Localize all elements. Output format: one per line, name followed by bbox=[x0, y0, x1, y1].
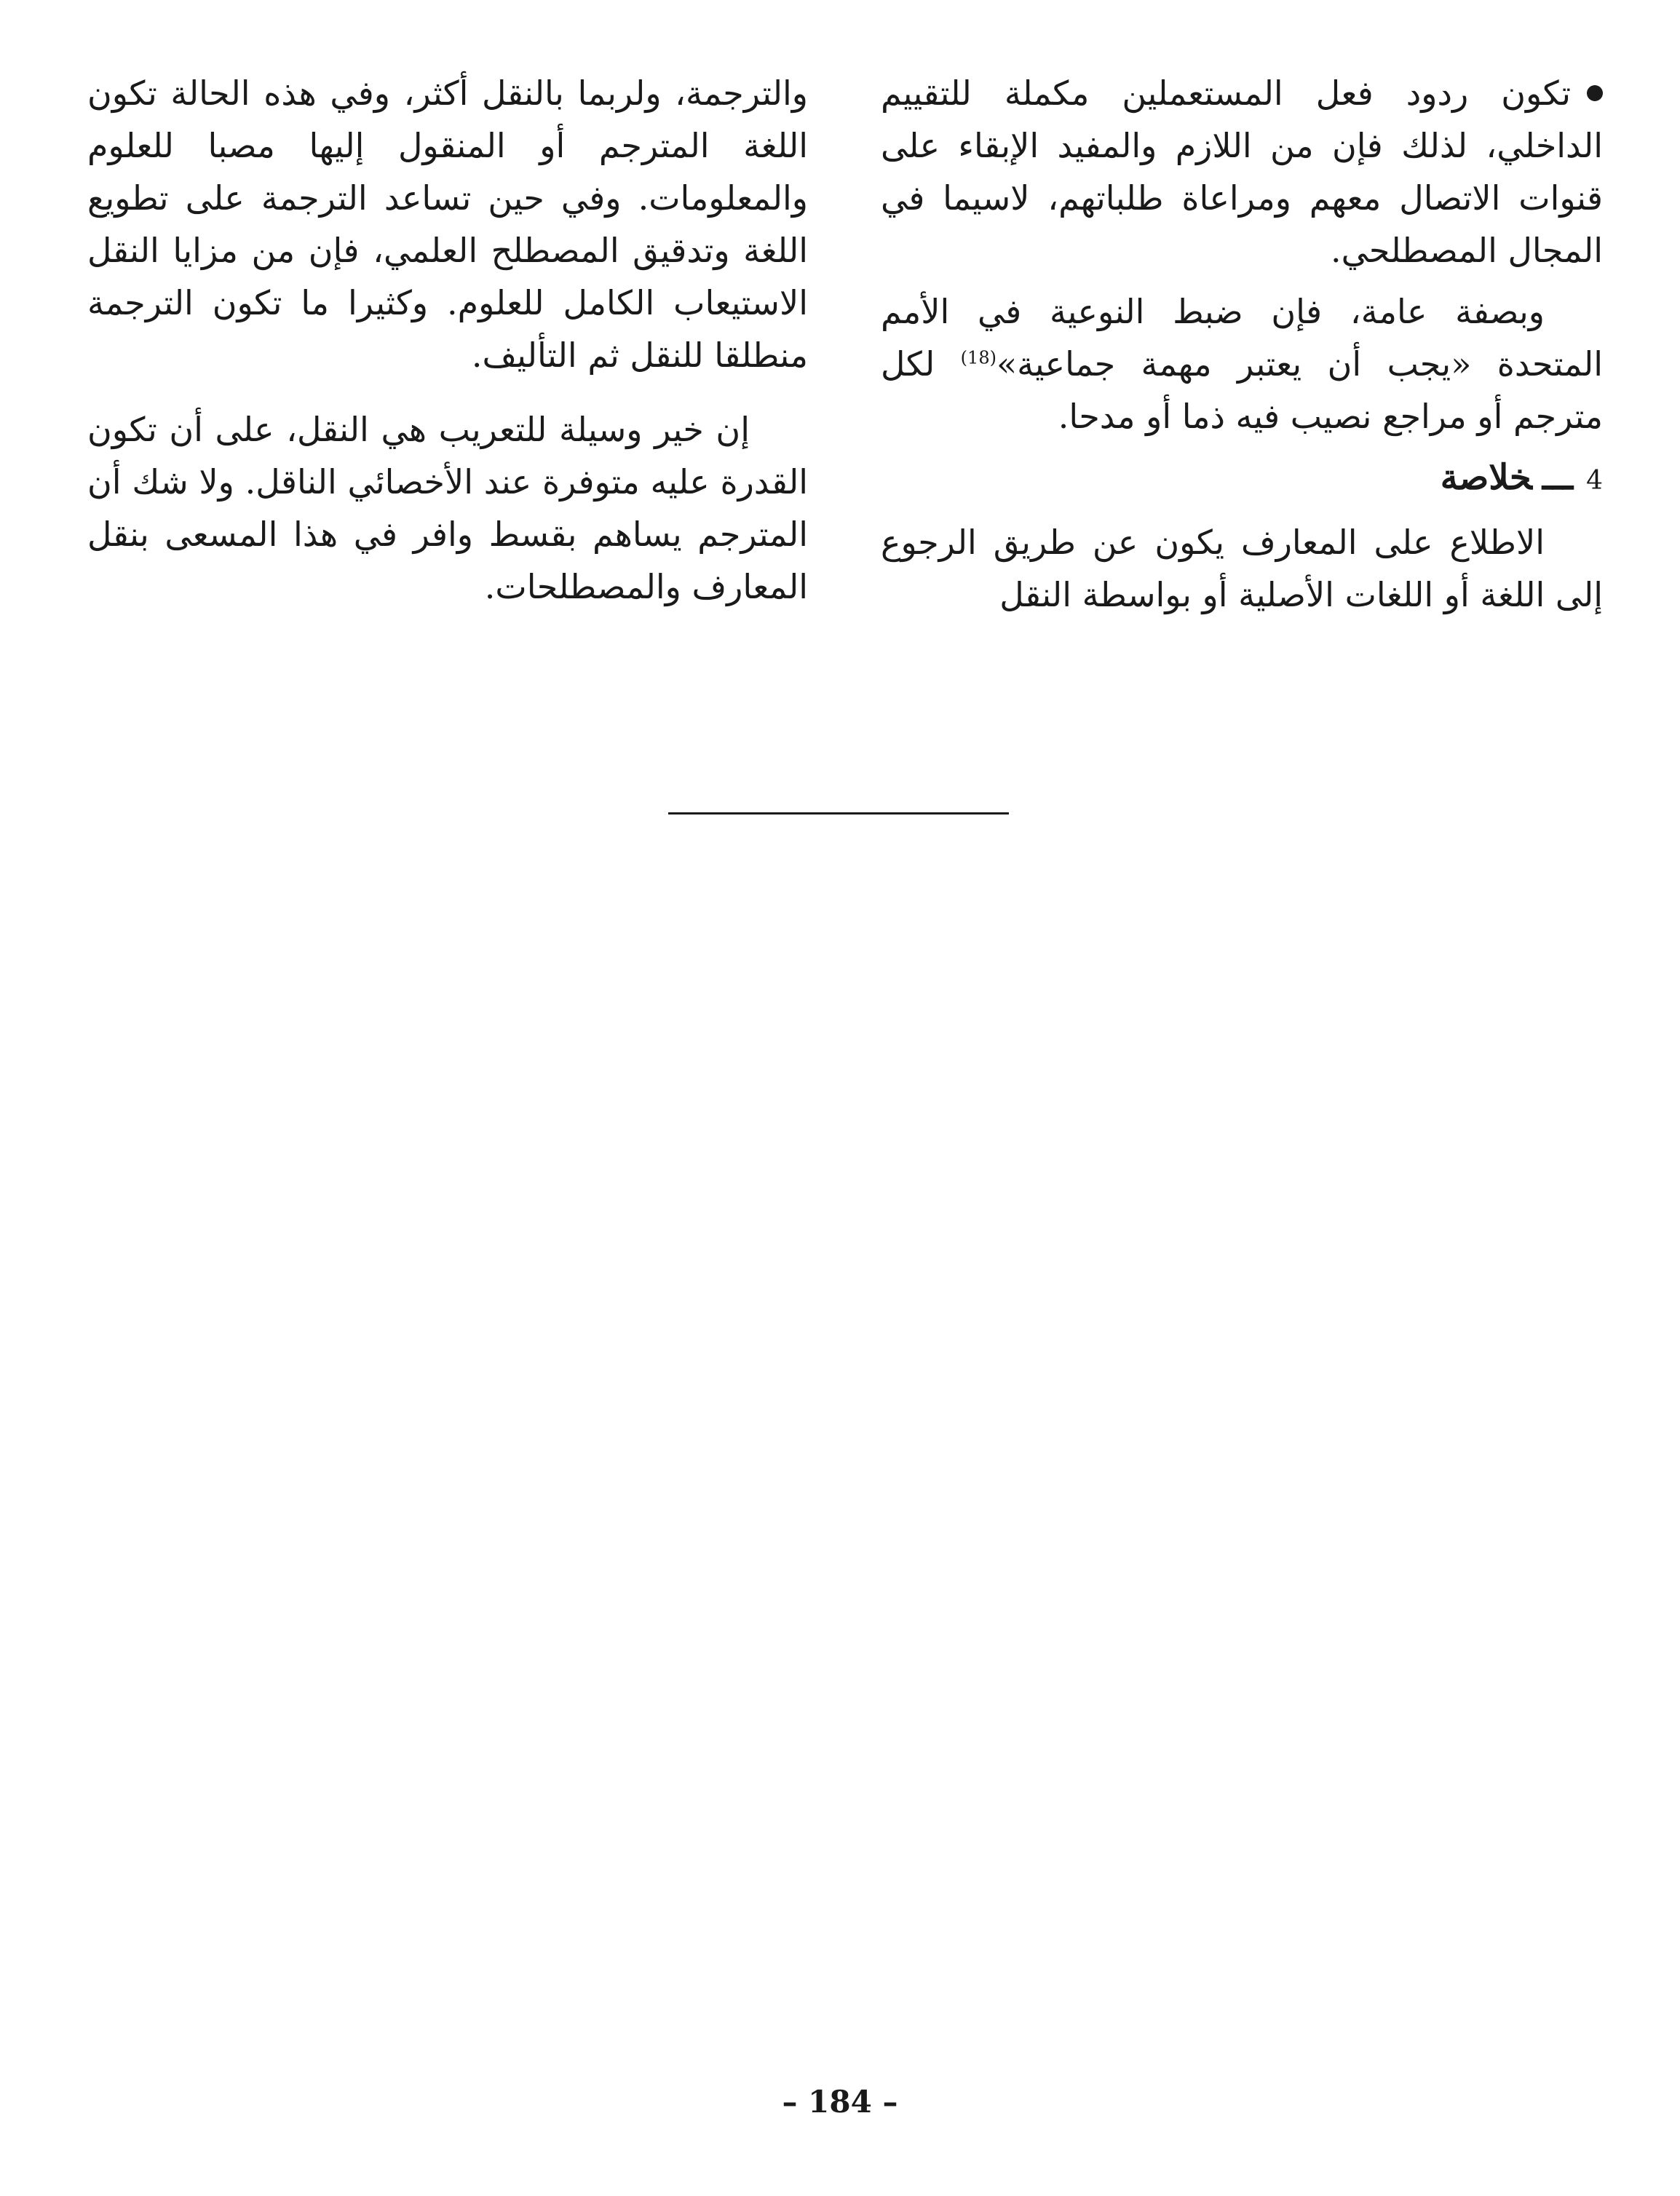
arabization-paragraph: إن خير وسيلة للتعريب هي النقل، على أن تكون القدرة عليه متوفرة عند الأخصائي الناقل. ولا شك أن المترجم يساهم بقسط وافر في هذا المسعى بنقل المعارف والمصطلحات. bbox=[87, 410, 808, 606]
section-dash: ـــ bbox=[1542, 457, 1574, 498]
section-number: 4 bbox=[1586, 466, 1603, 496]
right-column bbox=[881, 67, 1603, 621]
quality-control-paragraph bbox=[881, 285, 1603, 443]
footnote-reference: (18) bbox=[960, 347, 996, 368]
section-heading bbox=[881, 451, 1603, 507]
bullet-paragraph bbox=[881, 67, 1603, 277]
page-number: – 184 – bbox=[782, 2084, 898, 2120]
continuation-paragraph: والترجمة، ولربما بالنقل أكثر، وفي هذه الحالة تكون اللغة المترجم أو المنقول إليها مصبا للعلوم والمعلومات. وفي حين تساعد الترجمة على تطويع اللغة وتدقيق المصطلح العلمي، فإن من مزايا النقل الاستيعاب الكامل للعلوم. وكثيرا ما تكون الترجمة منطلقا للنقل ثم التأليف. bbox=[87, 74, 808, 375]
bullet-paragraph-text: تكون ردود فعل المستعملين مكملة للتقييم الداخلي، لذلك فإن من اللازم والمفيد الإبقاء على قنوات الاتصال معهم ومراعاة طلباتهم، لاسيما في المجال المصطلحي. bbox=[881, 74, 1603, 270]
conclusion-paragraph: الاطلاع على المعارف يكون عن طريق الرجوع إلى اللغة أو اللغات الأصلية أو بواسطة النقل bbox=[881, 523, 1603, 614]
section-title: خلاصة bbox=[1440, 457, 1532, 498]
footnote-separator-line bbox=[668, 812, 1009, 814]
left-column bbox=[87, 67, 808, 613]
quality-control-text-end: لكل مترجم أو مراجع نصيب فيه ذما أو مدحا. bbox=[881, 344, 1603, 436]
quality-control-text-start: وبصفة عامة، فإن ضبط النوعية في الأمم المتحدة «يجب أن يعتبر مهمة جماعية» bbox=[881, 292, 1603, 384]
bullet-icon bbox=[1587, 85, 1603, 101]
